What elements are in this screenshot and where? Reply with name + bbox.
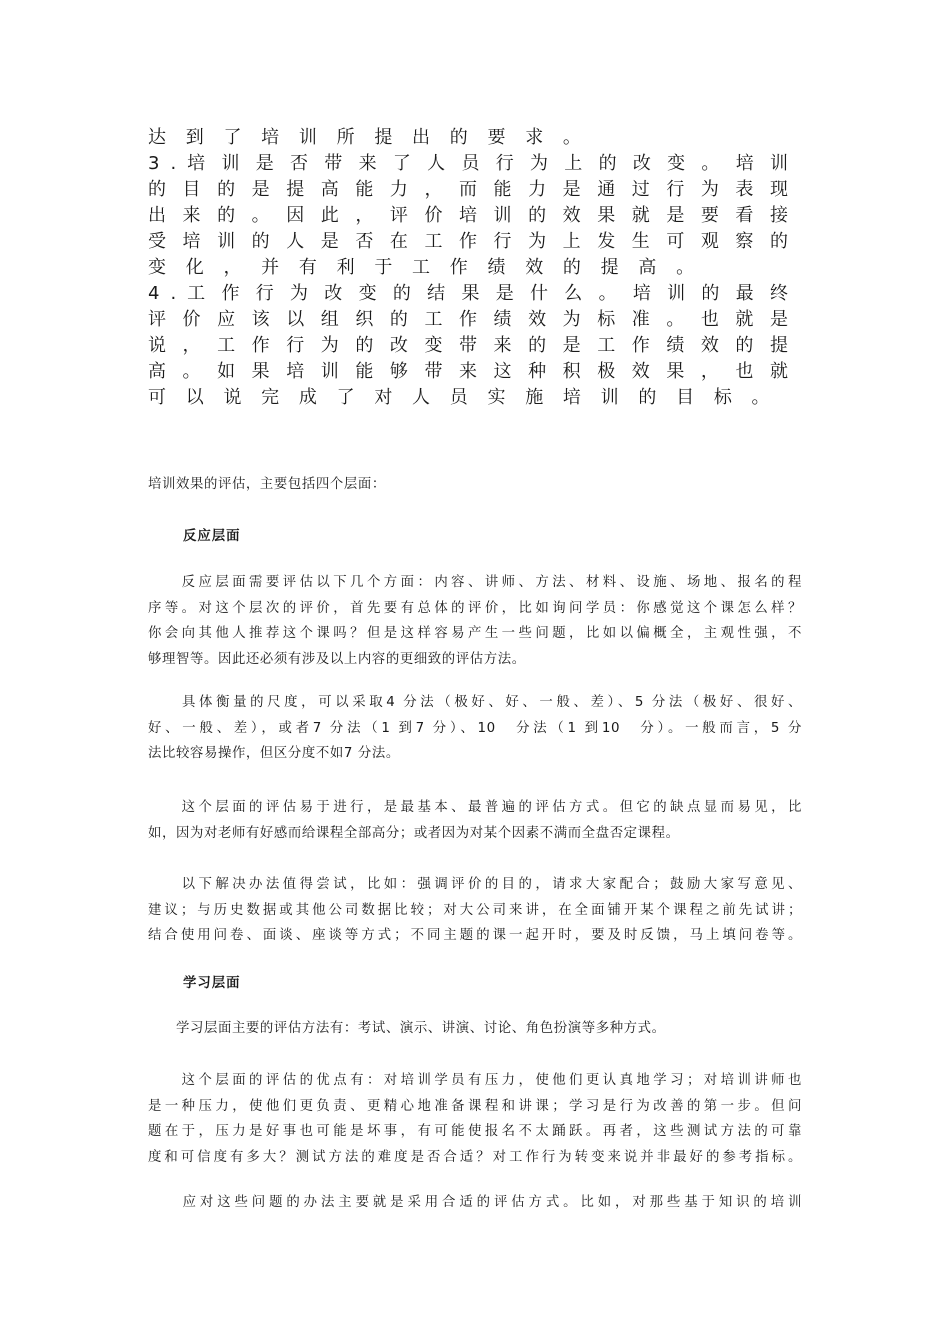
paragraph xyxy=(148,1016,802,1042)
paragraph xyxy=(148,795,802,846)
paragraph-line: 学习层面主要的评估方法有：考试、演示、讲演、讨论、角色扮演等多种方式。 xyxy=(148,1021,666,1036)
intro-line: 评 价 应 该 以 组 织 的 工 作 绩 效 为 标 准 。 也 就 是 xyxy=(148,309,788,330)
intro-line: 3 . 培 训 是 否 带 来 了 人 员 行 为 上 的 改 变 。 培 训 xyxy=(148,153,788,174)
paragraph-line: 度和可信度有多大？测试方法的难度是否合适？对工作行为转变来说并非最好的参考指标。 xyxy=(148,1149,802,1165)
paragraph-line: 够理智等。因此还必须有涉及以上内容的更细致的评估方法。 xyxy=(148,651,526,667)
paragraph-line: 反应层面需要评估以下几个方面：内容、讲师、方法、材料、设施、场地、报名的程 xyxy=(148,575,802,590)
paragraph-line: 是一种压力，使他们更负责、更精心地准备课程和讲课；学习是行为改善的第一步。但问 xyxy=(148,1098,802,1114)
paragraph-line: 题在于，压力是好事也可能是坏事，有可能使报名不太踊跃。再者，这些测试方法的可靠 xyxy=(148,1124,802,1140)
intro-line: 受 培 训 的 人 是 否 在 工 作 行 为 上 发 生 可 观 察 的 xyxy=(148,231,788,252)
intro-line: 达 到 了 培 训 所 提 出 的 要 求 。 xyxy=(148,127,588,148)
paragraph-line: 序等。对这个层次的评价，首先要有总体的评价，比如询问学员：你感觉这个课怎么样？ xyxy=(148,600,802,616)
intro-line: 4 . 工 作 行 为 改 变 的 结 果 是 什 么 。 培 训 的 最 终 xyxy=(148,283,788,304)
paragraph-line: 结合使用问卷、面谈、座谈等方式；不同主题的课一起开时，要及时反馈，马上填问卷等。 xyxy=(148,928,802,944)
paragraph-line: 以下解决办法值得尝试，比如：强调评价的目的，请求大家配合；鼓励大家写意见、 xyxy=(148,877,802,892)
paragraph-line: 建议；与历史数据或其他公司数据比较；对大公司来讲，在全面铺开某个课程之前先试讲； xyxy=(148,902,802,918)
intro-line: 变 化 ， 并 有 利 于 工 作 绩 效 的 提 高 。 xyxy=(148,257,702,278)
paragraph-line: 法比较容易操作，但区分度不如7 分法。 xyxy=(148,746,400,762)
intro-line: 出 来 的 。 因 此 ， 评 价 培 训 的 效 果 就 是 要 看 接 xyxy=(148,205,788,226)
intro-block xyxy=(148,125,788,411)
intro-line: 说 ， 工 作 行 为 的 改 变 带 来 的 是 工 作 绩 效 的 提 xyxy=(148,335,788,356)
paragraph xyxy=(148,1068,802,1170)
paragraph xyxy=(148,690,802,767)
intro-line: 高 。 如 果 培 训 能 够 带 来 这 种 积 极 效 果 ， 也 就 xyxy=(148,361,788,382)
paragraph-line: 具体衡量的尺度，可以采取4 分法（极好、好、一般、差）、5 分法（极好、很好、 xyxy=(148,695,802,710)
paragraph-line: 如，因为对老师有好感而给课程全部高分；或者因为对某个因素不满而全盘否定课程。 xyxy=(148,825,680,841)
paragraph-line: 好、一般、差），或者7 分法（1 到7 分）、10 分法（1 到10 分）。一般而言，5 分 xyxy=(148,720,802,736)
paragraph xyxy=(148,872,802,949)
intro-line: 的 目 的 是 提 高 能 力 ， 而 能 力 是 通 过 行 为 表 现 xyxy=(148,179,788,200)
paragraph-line: 这个层面的评估易于进行，是最基本、最普遍的评估方式。但它的缺点显而易见，比 xyxy=(148,800,802,815)
paragraph xyxy=(148,570,802,672)
paragraph-line: 这个层面的评估的优点有：对培训学员有压力，使他们更认真地学习；对培训讲师也 xyxy=(148,1073,802,1088)
paragraph-line: 你会向其他人推荐这个课吗？但是这样容易产生一些问题，比如以偏概全，主观性强，不 xyxy=(148,626,802,642)
summary-line xyxy=(148,472,802,498)
section-heading-reaction: 反应层面 xyxy=(183,529,241,544)
intro-line: 可 以 说 完 成 了 对 人 员 实 施 培 训 的 目 标 。 xyxy=(148,387,777,408)
section-heading-learning: 学习层面 xyxy=(183,976,241,991)
paragraph-line: 应对这些问题的办法主要就是采用合适的评估方式。比如，对那些基于知识的培训 xyxy=(148,1195,802,1210)
paragraph xyxy=(148,1190,802,1216)
summary-text: 培训效果的评估，主要包括四个层面： xyxy=(148,477,386,492)
